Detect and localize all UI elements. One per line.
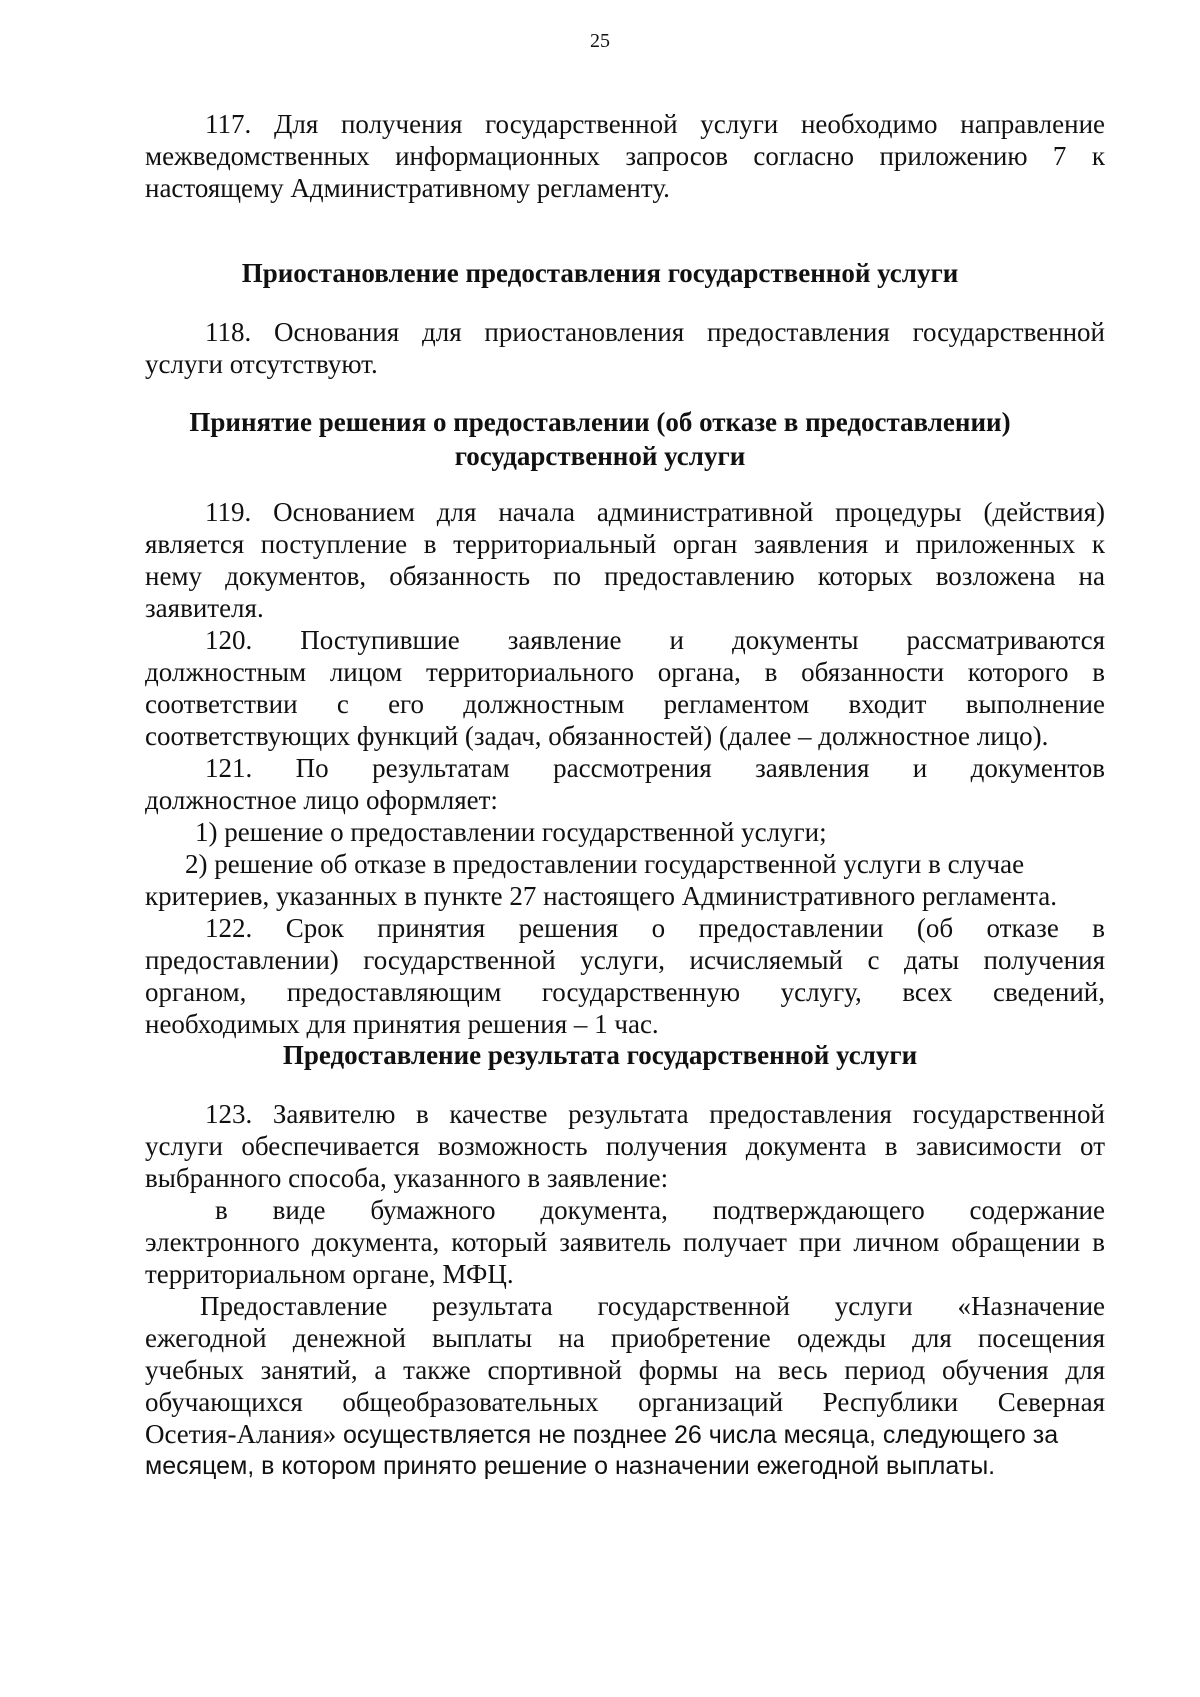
list-item: 2) решение об отказе в предоставлении государственной услуги в случае	[185, 849, 1025, 879]
text-line: является поступление в территориальный орган заявления и приложенных к	[145, 529, 1105, 559]
text-fragment: осуществляется не позднее 26 числа месяца, следующего за	[342, 1421, 1059, 1449]
text-line: соответствующих функций (задач, обязанностей) (далее – должностное лицо).	[145, 721, 1049, 751]
text-line: соответствии с его должностным регламентом входит выполнение	[145, 689, 1105, 719]
page-number: 25	[590, 30, 610, 52]
text-line: выбранного способа, указанного в заявление:	[145, 1163, 669, 1193]
text-line: 121. По результатам рассмотрения заявления и документов	[205, 753, 1105, 783]
text-line: территориальном органе, МФЦ.	[145, 1259, 514, 1289]
text-line: ежегодной денежной выплаты на приобретение одежды для посещения	[145, 1323, 1105, 1353]
text-line: электронного документа, который заявитель получает при личном обращении в	[145, 1227, 1105, 1257]
text-line: предоставлении) государственной услуги, исчисляемый с даты получения	[145, 945, 1105, 975]
text-line: должностное лицо оформляет:	[145, 785, 498, 815]
text-line: 119. Основанием для начала административной процедуры (действия)	[205, 497, 1105, 527]
text-line: заявителя.	[145, 593, 264, 623]
paragraph-118	[145, 316, 1105, 380]
text-line	[145, 1418, 1105, 1450]
text-line: месяцем, в котором принято решение о назначении ежегодной выплаты.	[145, 1452, 996, 1480]
heading-line: Принятие решения о предоставлении (об отказе в предоставлении)	[189, 407, 1011, 437]
text-fragment: Осетия-Алания»	[145, 1419, 343, 1449]
text-line: 122. Срок принятия решения о предоставлении (об отказе в	[205, 913, 1105, 943]
text-line: 123. Заявителю в качестве результата предоставления государственной	[205, 1099, 1105, 1129]
text-line: настоящему Административному регламенту.	[145, 173, 670, 203]
text-line: 117. Для получения государственной услуги необходимо направление	[205, 109, 1105, 139]
text-line: услуги обеспечивается возможность получения документа в зависимости от	[145, 1131, 1105, 1161]
text-line: необходимых для принятия решения – 1 час.	[145, 1009, 659, 1039]
text-line: услуги отсутствуют.	[145, 349, 378, 379]
section-heading-suspension: Приостановление предоставления государственной услуги	[241, 258, 959, 288]
text-line: учебных занятий, а также спортивной формы на весь период обучения для	[145, 1355, 1105, 1385]
section-heading-decision	[0, 405, 1200, 473]
text-line: критериев, указанных в пункте 27 настоящего Административного регламента.	[145, 881, 1057, 911]
text-line: 118. Основания для приостановления предоставления государственной	[205, 317, 1105, 347]
text-line: межведомственных информационных запросов согласно приложению 7 к	[145, 141, 1105, 171]
heading-line: государственной услуги	[454, 441, 746, 471]
list-item: 1) решение о предоставлении государственной услуги;	[195, 817, 827, 847]
paragraph-117	[145, 108, 1105, 204]
text-line: органом, предоставляющим государственную услугу, всех сведений,	[145, 977, 1105, 1007]
paragraph-123	[145, 1098, 1105, 1482]
text-line: обучающихся общеобразовательных организаций Республики Северная	[145, 1387, 1105, 1417]
paragraphs-119-122	[145, 496, 1105, 1040]
section-heading-result: Предоставление результата государственной услуги	[282, 1040, 918, 1070]
text-line: в виде бумажного документа, подтверждающего содержание	[215, 1195, 1105, 1225]
text-line: 120. Поступившие заявление и документы рассматриваются	[205, 625, 1105, 655]
text-line: Предоставление результата государственной услуги «Назначение	[200, 1291, 1105, 1321]
text-line: должностным лицом территориального органа, в обязанности которого в	[145, 657, 1105, 687]
text-line: нему документов, обязанность по предоставлению которых возложена на	[145, 561, 1105, 591]
